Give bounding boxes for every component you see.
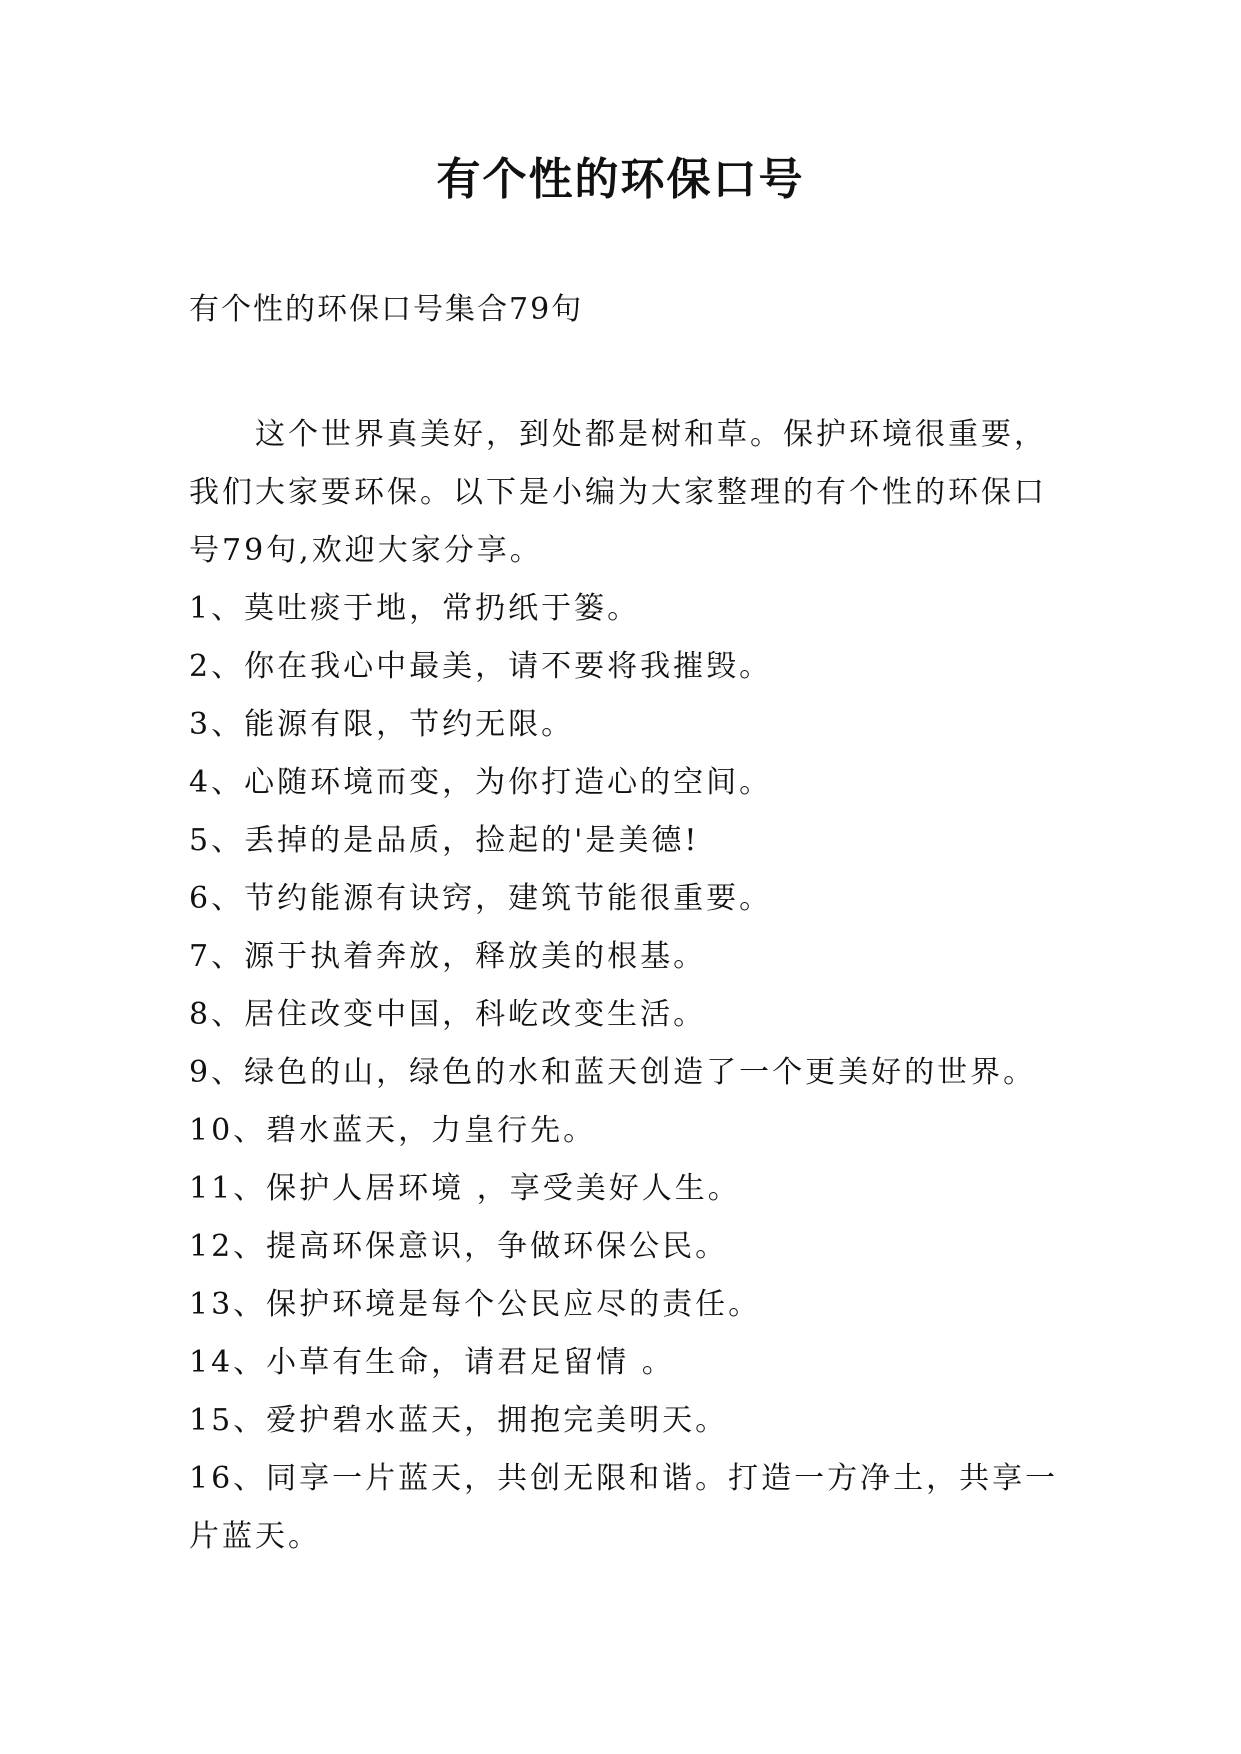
- list-item: 14、小草有生命，请君足留情 。: [189, 1345, 675, 1380]
- list-item: 8、居住改变中国，科屹改变生活。: [189, 997, 707, 1032]
- list-item: 12、提高环保意识，争做环保公民。: [189, 1229, 729, 1264]
- list-item: 1、莫吐痰于地，常扔纸于篓。: [189, 591, 641, 626]
- list-item: 3、能源有限，节约无限。: [189, 707, 575, 742]
- slogan-list: [189, 580, 1079, 1566]
- list-item: 2、你在我心中最美，请不要将我摧毁。: [189, 649, 773, 684]
- list-item: 16、同享一片蓝天，共创无限和谐。打造一方净土，共享一片蓝天。: [189, 1461, 1059, 1554]
- list-item: 11、保护人居环境 ，享受美好人生。: [189, 1171, 741, 1206]
- document-subtitle: 有个性的环保口号集合79句: [189, 292, 584, 327]
- document-title: 有个性的环保口号: [436, 154, 805, 205]
- list-item: 15、爱护碧水蓝天，拥抱完美明天。: [189, 1403, 729, 1438]
- list-item: 9、绿色的山，绿色的水和蓝天创造了一个更美好的世界。: [189, 1055, 1037, 1090]
- intro-paragraph: 这个世界真美好，到处都是树和草。保护环境很重要，我们大家要环保。以下是小编为大家整理的有个性的环保口号79句,欢迎大家分享。: [189, 417, 1047, 568]
- list-item: 6、节约能源有诀窍，建筑节能很重要。: [189, 881, 773, 916]
- list-item: 13、保护环境是每个公民应尽的责任。: [189, 1287, 762, 1322]
- list-item: 7、源于执着奔放，释放美的根基。: [189, 939, 707, 974]
- list-item: 10、碧水蓝天，力皇行先。: [189, 1113, 597, 1148]
- document-body: [189, 406, 1079, 1566]
- list-item: 5、丢掉的是品质，捡起的'是美德!: [189, 823, 700, 858]
- list-item: 4、心随环境而变，为你打造心的空间。: [189, 765, 773, 800]
